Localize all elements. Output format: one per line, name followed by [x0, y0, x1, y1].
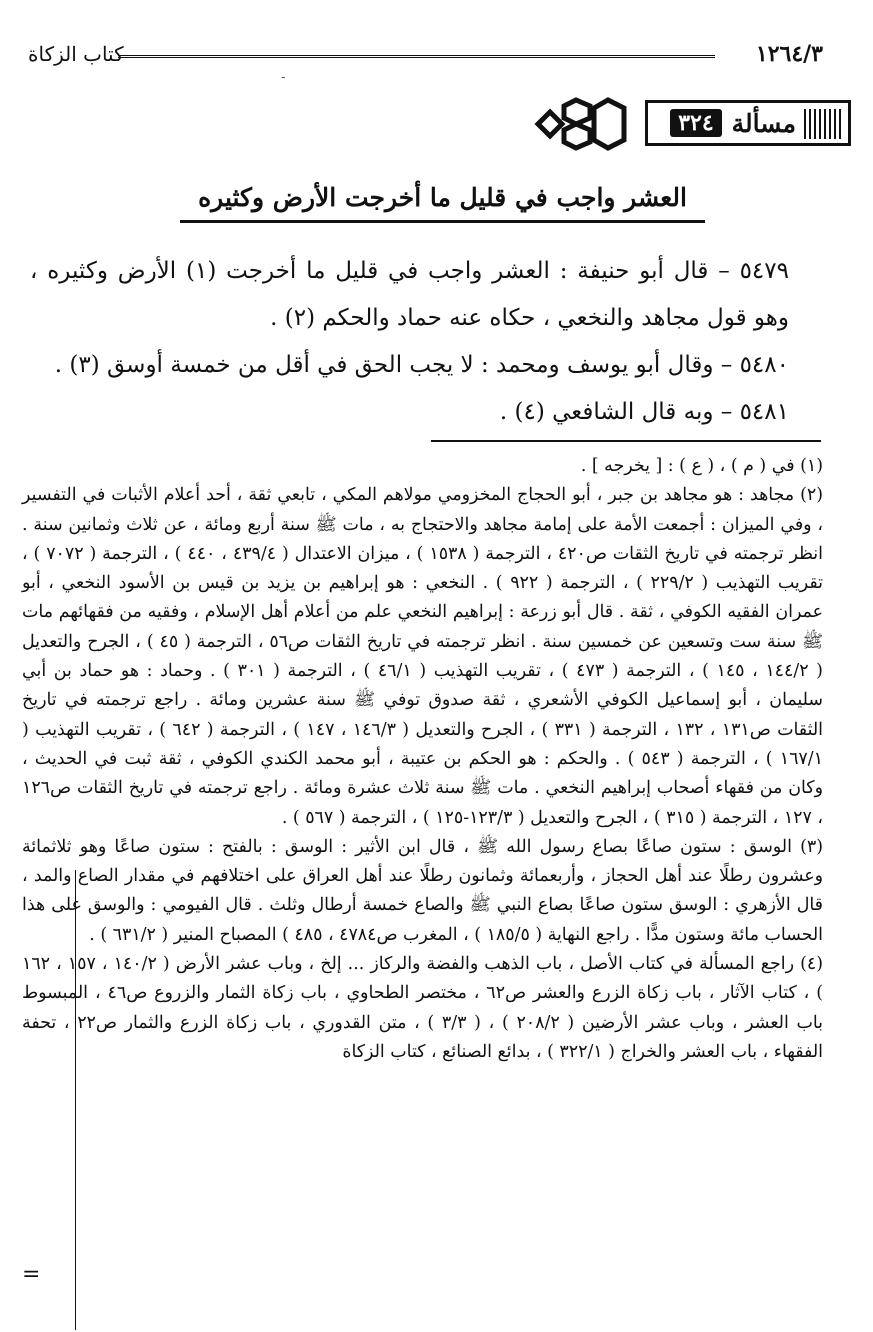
scan-margin-line	[75, 870, 76, 1330]
book-title: كتاب الزكاة	[28, 42, 124, 66]
issue-label-box	[645, 100, 851, 146]
striped-bar-ornament	[804, 109, 842, 139]
paragraph-5481: ٥٤٨١ – وبه قال الشافعي (٤) .	[499, 399, 789, 425]
footnote-separator	[431, 440, 821, 442]
issue-heading	[536, 100, 851, 148]
geometric-ornament-icon	[534, 96, 634, 152]
section-title: العشر واجب في قليل ما أخرجت الأرض وكثيره	[180, 176, 705, 223]
footnote-3: (٣) الوسق : ستون صاعًا بصاع رسول الله ﷺ ، قال ابن الأثير : الوسق : بالفتح : ستون صاعًا وهو ثلاثمائة وعشرون رطلًا عند أهل الحجاز ، وأربعمائة وثمانون رطلًا عند أهل العراق على اختلافهم في مقدار الصاع والمد ، قال الأزهري : الوسق ستون صاعًا بصاع النبي ﷺ والصاع خمسة أرطال وثلث . قال الفيومي : والوسق على هذا الحساب مائة وستون مدًّا . راجع النهاية ( ١٨٥/٥ ) ، المغرب ص٤٧٨٤ ، ٤٨٥ ) المصباح المنير ( ٦٣١/٢ ) .	[22, 836, 823, 945]
scan-tick-mark: ـ	[282, 71, 285, 81]
issue-number: ٣٢٤	[670, 109, 721, 137]
running-header	[28, 38, 823, 70]
page-number: ١٢٦٤/٣	[755, 41, 823, 67]
paragraph-5480: ٥٤٨٠ – وقال أبو يوسف ومحمد : لا يجب الحق في أقل من خمسة أوسق (٣) .	[54, 352, 789, 378]
footnote-1: (١) في ( م ) ، ( ع ) : [ يخرجه ] .	[580, 456, 823, 476]
header-rule	[118, 55, 715, 58]
footnotes	[22, 452, 823, 1067]
issue-word: مسألة	[731, 108, 796, 138]
paragraph-5479: ٥٤٧٩ – قال أبو حنيفة : العشر واجب في قليل ما أخرجت (١) الأرض وكثيره ، وهو قول مجاهد والنخعي ، حكاه عنه حماد والحكم (٢) .	[30, 258, 789, 331]
continuation-mark: =	[22, 1262, 41, 1287]
footnote-4: (٤) راجع المسألة في كتاب الأصل ، باب الذهب والفضة والركاز ... إلخ ، وباب عشر الأرض ( ١٤٠/٢ ، ١٥٧ ، ١٦٢ ) ، كتاب الآثار ، باب زكاة الزرع والعشر ص٦٢ ، مختصر الطحاوي ، باب زكاة الثمار والزروع ص٤٦ ، المبسوط باب العشر ، وباب عشر الأرضين ( ٢٠٨/٢ ) ، ( ٣/٣ ) ، متن القدوري ، باب زكاة الزرع والثمار ص٢٢ ، تحفة الفقهاء ، باب العشر والخراج ( ٣٢٢/١ ) ، بدائع الصنائع ، كتاب الزكاة	[22, 954, 824, 1062]
main-text	[30, 248, 823, 436]
footnote-2: (٢) مجاهد : هو مجاهد بن جبر ، أبو الحجاج المخزومي مولاهم المكي ، تابعي ثقة ، أحد أعلام الأثبات في التفسير ، وفي الميزان : أجمعت الأمة على إمامة مجاهد والاحتجاج به ، مات ﷺ سنة أربع ومائة ، عن ثلاث وثمانين سنة . انظر ترجمته في تاريخ الثقات ص٤٢٠ ، الترجمة ( ١٥٣٨ ) ، ميزان الاعتدال ( ٤٣٩/٤ ، ٤٤٠ ) ، الترجمة ( ٧٠٧٢ ) ، تقريب التهذيب ( ٢٢٩/٢ ) ، الترجمة ( ٩٢٢ ) . النخعي : هو إبراهيم بن يزيد بن قيس بن الأسود النخعي ، أبو عمران الفقيه الكوفي ، ثقة . قال أبو زرعة : إبراهيم النخعي علم من أعلام أهل الإسلام ، وفقيه من فقهائهم مات ﷺ سنة ست وتسعين عن خمسين سنة . انظر ترجمته في تاريخ الثقات ص٥٦ ، الترجمة ( ٤٥ ) ، الجرح والتعديل ( ١٤٤/٢ ، ١٤٥ ) ، الترجمة ( ٤٧٣ ) ، تقريب التهذيب ( ٤٦/١ ) ، الترجمة ( ٣٠١ ) . وحماد : هو حماد بن أبي سليمان ، أبو إسماعيل الكوفي الأشعري ، ثقة صدوق توفي ﷺ سنة عشرين ومائة . راجع ترجمته في تاريخ الثقات ص١٣١ ، ١٣٢ ، الترجمة ( ٣٣١ ) ، الجرح والتعديل ( ١٤٦/٣ ، ١٤٧ ) ، الترجمة ( ٦٤٢ ) ، تقريب التهذيب ( ١٦٧/١ ) ، الترجمة ( ٥٤٣ ) . والحكم : هو الحكم بن عتيبة ، أبو محمد الكندي الكوفي ، ثقة ثبت في الحديث ، وكان من فقهاء أصحاب إبراهيم النخعي . مات ﷺ سنة ثلاث عشرة ومائة . راجع ترجمته في تاريخ الثقات ص١٢٦ ، ١٢٧ ، الترجمة ( ٣١٥ ) ، الجرح والتعديل ( ١٢٣/٣-١٢٥ ) ، الترجمة ( ٥٦٧ ) .	[22, 485, 823, 828]
